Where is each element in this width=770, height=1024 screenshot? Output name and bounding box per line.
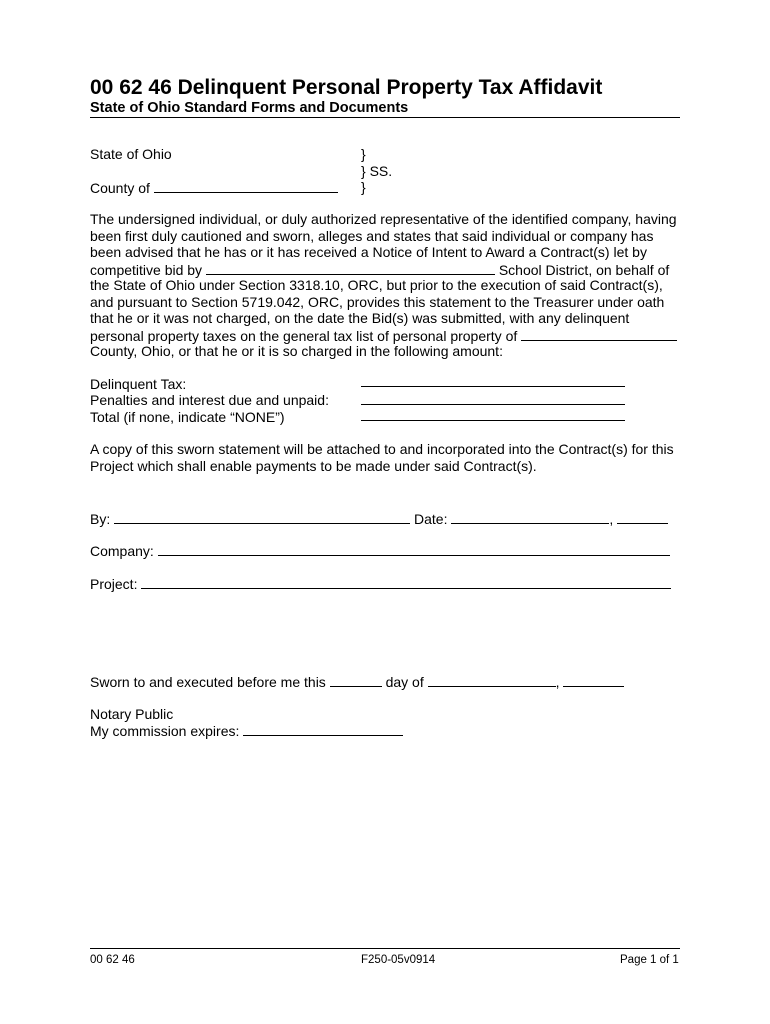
delinquent-tax-label: Delinquent Tax: [90, 376, 187, 392]
date-comma: , [609, 511, 614, 527]
document-title: 00 62 46 Delinquent Personal Property Tax Affidavit [90, 76, 603, 99]
brace-1: } [361, 146, 366, 162]
brace-ss: } SS. [361, 163, 393, 179]
sworn-comma: , [555, 674, 560, 690]
company-line [90, 542, 670, 560]
copy-line-1: A copy of this sworn statement will be attached to and incorporated into the Contract(s) for this [90, 441, 674, 457]
property-of-label: personal property taxes on the general tax list of personal property of [90, 328, 518, 344]
body-line-1: The undersigned individual, or duly authorized representative of the identified company, having [90, 211, 677, 227]
commission-label: My commission expires: [90, 723, 240, 739]
penalties-label: Penalties and interest due and unpaid: [90, 392, 329, 408]
body-line-5: the State of Ohio under Section 3318.10, ORC, but prior to the execution of said Contract(s), [90, 277, 663, 293]
body-line-2: been first duly cautioned and sworn, alleges and states that said individual or company has [90, 228, 654, 244]
body-line-7: that he or it was not charged, on the date the Bid(s) was submitted, with any delinquent [90, 310, 630, 326]
day-of-label: day of [385, 674, 424, 690]
sworn-month-blank[interactable] [428, 673, 556, 687]
penalties-blank[interactable] [361, 404, 625, 405]
sworn-day-blank[interactable] [330, 673, 382, 687]
by-label: By: [90, 511, 111, 527]
state-label: State of Ohio [90, 146, 172, 162]
company-label: Company: [90, 543, 154, 559]
total-blank[interactable] [361, 420, 625, 421]
sworn-line [90, 673, 624, 691]
county-line [90, 179, 338, 197]
delinquent-tax-blank[interactable] [361, 386, 625, 387]
project-blank[interactable] [141, 575, 671, 589]
date-blank[interactable] [451, 510, 609, 524]
by-date-line [90, 510, 668, 528]
footer-rule [90, 948, 680, 949]
brace-3: } [361, 179, 366, 195]
project-label: Project: [90, 576, 138, 592]
sworn-label: Sworn to and executed before me this [90, 674, 326, 690]
project-line [90, 575, 671, 593]
by-blank[interactable] [114, 510, 410, 524]
body-line-4 [90, 261, 669, 279]
notary-public-label: Notary Public [90, 706, 174, 722]
footer-doc-number: 00 62 46 [90, 954, 135, 966]
bid-by-label: competitive bid by [90, 262, 203, 278]
company-blank[interactable] [158, 542, 670, 556]
copy-line-2: Project which shall enable payments to be made under said Contract(s). [90, 458, 537, 474]
document-subtitle: State of Ohio Standard Forms and Documents [90, 100, 680, 118]
body-line-3: been advised that he has or it has received a Notice of Intent to Award a Contract(s) let by [90, 244, 647, 260]
footer-page-number: Page 1 of 1 [620, 954, 679, 966]
total-label: Total (if none, indicate “NONE”) [90, 409, 285, 425]
school-district-label: School District, on behalf of [498, 262, 670, 278]
property-of-blank[interactable] [521, 327, 677, 341]
footer-form-code: F250-05v0914 [361, 954, 436, 966]
commission-line [90, 722, 403, 740]
body-line-9: County, Ohio, or that he or it is so charged in the following amount: [90, 343, 503, 359]
county-label: County of [90, 180, 150, 196]
date-label: Date: [414, 511, 448, 527]
year-blank[interactable] [617, 510, 668, 524]
bid-by-blank[interactable] [206, 261, 495, 275]
sworn-year-blank[interactable] [563, 673, 624, 687]
body-line-6: and pursuant to Section 5719.042, ORC, provides this statement to the Treasurer under oath [90, 294, 665, 310]
body-line-8 [90, 327, 677, 345]
county-blank[interactable] [154, 179, 338, 193]
commission-blank[interactable] [243, 722, 403, 736]
